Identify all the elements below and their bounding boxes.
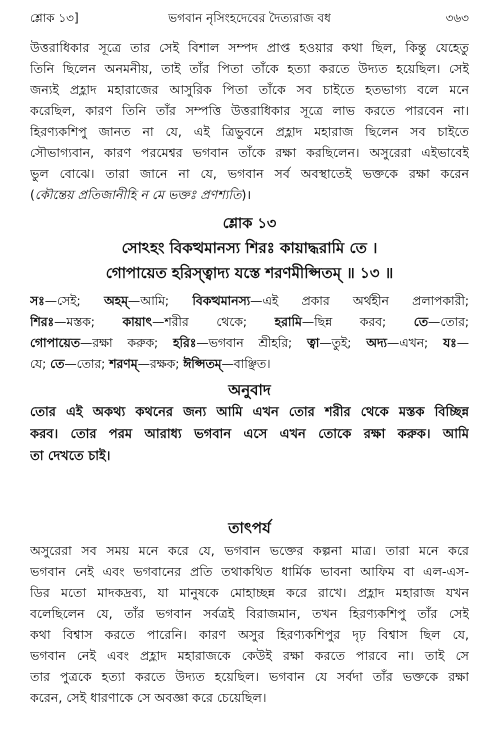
synonyms-block [30,291,469,375]
word-meaning: —বাঞ্ছিত। [221,357,271,371]
word-meaning: —ভগবান শ্রীহরি; [196,336,308,350]
sanskrit-word: শিরঃ [30,315,55,329]
word-meaning: —তোর; [428,315,469,329]
text-line: ভগবান নেই এবং প্রহ্লাদ মহারাজকে কেউই রক্ষা করতে পারবে না। তাই সে [30,648,469,663]
sanskrit-word: সঃ [30,294,45,308]
text-line: ভগবান নেই এবং ভগবানের প্রতি তথাকথিত ধার্মিক ভাবনা আফিম বা এল-এস- [30,564,469,579]
sanskrit-word: ঈপ্সিতম্ [183,357,222,371]
sanskrit-word: অদ্য [366,336,387,350]
header-verse-ref: শ্লোক ১৩] [30,11,79,25]
paren-close: )। [241,187,252,202]
sanskrit-word: হরিঃ [173,336,197,350]
sanskrit-word: তে [413,315,429,329]
sanskrit-word: শরণম্ [109,357,138,371]
word-meaning: —আমি; [127,294,193,308]
sanskrit-word: অহম্ [103,294,128,308]
gita-quote: কৌন্তেয় প্রতিজানীহি ন মে ভক্তঃ প্রণশ্যতি [34,187,242,202]
word-meaning: —ছিন্ন করব; [301,315,414,329]
synonym-line [30,312,469,333]
verse-heading: শ্লোক ১৩ [222,216,277,232]
purport-block [30,516,469,708]
text-line: তিনি ছিলেন অনমনীয়, তাই তাঁর পিতা তাঁকে হত্যা করতে উদ্যত হয়েছিল। সেই [30,61,469,76]
word-meaning: —তুই; [319,336,367,350]
running-header [30,10,469,30]
word-meaning: —তোর; [64,357,110,371]
word-meaning: যে; [30,357,51,371]
text-line: জন্যই প্রহ্লাদ মহারাজের আসুরিক পিতা তাঁকে সব চাইতে হতভাগ্য বলে মনে [30,82,469,97]
verse-block [30,212,469,286]
synonym-line [30,333,469,354]
text-line: কথা বিশ্বাস করতে পারেনি। কারণ অসুর হিরণ্যকশিপুর দৃঢ় বিশ্বাস ছিল যে, [30,627,469,642]
word-meaning: —রক্ষা করুক; [79,336,174,350]
word-meaning: —সেই; [44,294,104,308]
text-line: করেন, সেই ধারণাকে সে অবজ্ঞা করে চেয়েছিল। [30,690,267,705]
word-meaning: —শরীর থেকে; [152,315,275,329]
intro-paragraph [30,37,469,205]
verse-line: গোপায়েত হরিস্ত্বাদ্য যস্তে শরণমীপ্সিতম্ ॥ ১৩ ॥ [105,264,394,282]
paren-open: ( [30,187,35,202]
text-line: ডির মতো মাদকদ্রব্য, যা মানুষকে মোহাচ্ছন্ন করে রাখে। প্রহ্লাদ মহারাজ যখন [30,585,469,600]
text-line: সৌভাগ্যবান, কারণ পরমেশ্বর ভগবান তাঁকে রক্ষা করছিলেন। অসুরেরা এইভাবেই [30,145,469,160]
translation-heading: অনুবাদ [228,381,271,399]
sanskrit-word: যঃ [443,336,457,350]
translation-line: তা দেখতে চাই। [30,449,111,464]
page-number: ৩৬৩ [445,11,469,25]
sanskrit-word: হরামি [274,315,302,329]
word-meaning: — [456,336,469,350]
synonym-line [30,291,469,312]
sanskrit-word: তে [50,357,65,371]
text-line: করেছিল, কারণ তিনি তাঁর সম্পত্তি উত্তরাধিকার সূত্রে লাভ করতে পারবেন না। [30,103,469,118]
synonym-line [30,354,469,375]
translation-line: করব। তোর পরম আরাধ্য ভগবান এসে এখন তোকে রক্ষা করুক। আমি [30,427,469,442]
text-line: উত্তরাধিকার সূত্রে তার সেই বিশাল সম্পদ প্রাপ্ত হওয়ার কথা ছিল, কিন্তু যেহেতু [30,40,469,55]
sanskrit-word: কায়াৎ [122,315,153,329]
text-line: ভুল বোঝে। তারা জানে না যে, ভগবান সর্ব অবস্থাতেই ভক্তকে রক্ষা করেন [30,166,469,181]
text-line: হিরণ্যকশিপু জানত না যে, এই ত্রিভুবনে প্রহ্লাদ মহারাজ ছিলেন সব চাইতে [30,124,469,139]
text-line: অসুরেরা সব সময় মনে করে যে, ভগবান ভক্তের কল্পনা মাত্র। তারা মনে করে [30,543,469,558]
word-meaning: —এই প্রকার অর্থহীন প্রলাপকারী; [250,294,469,308]
translation-line: তোর এই অকথ্য কথনের জন্য আমি এখন তোর শরীর থেকে মস্তক বিচ্ছিন্ন [30,405,469,420]
text-line [30,184,469,205]
word-meaning: —মস্তক; [54,315,123,329]
header-chapter-title: ভগবান নৃসিংহদেবের দৈত্যরাজ বধ [168,11,331,25]
sanskrit-word: গোপায়েত [30,336,80,350]
sanskrit-word: ত্বা [307,336,320,350]
verse-line: সোঽহং বিকত্থমানস্য শিরঃ কায়াদ্ধরামি তে । [121,239,378,257]
word-meaning: —রক্ষক; [137,357,184,371]
text-line: তার পুত্রকে হত্যা করতে উদ্যত হয়েছিল। ভগবান যে সর্বদা তাঁর ভক্তকে রক্ষা [30,669,469,684]
sanskrit-word: বিকত্থমানস্য [192,294,251,308]
purport-heading: তাৎপর্য [228,519,271,537]
translation-block [30,378,469,468]
text-line: বলেছিলেন যে, তাঁর ভগবান সর্বত্রই বিরাজমান, তখন হিরণ্যকশিপু তাঁর সেই [30,606,469,621]
word-meaning: —এখন; [386,336,444,350]
